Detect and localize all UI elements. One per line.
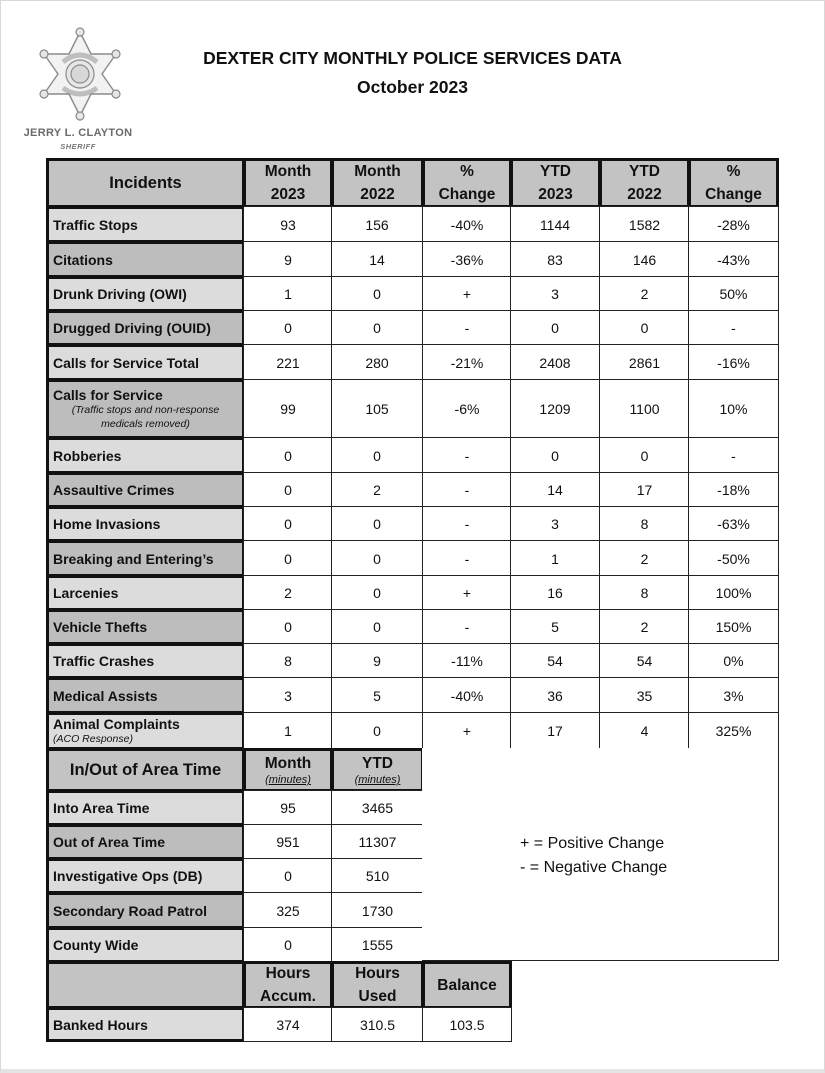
row-label-wrap [53,448,121,464]
row-label-wrap [53,716,180,746]
report-title: DEXTER CITY MONTHLY POLICE SERVICES DATA [203,48,622,68]
cell-ytd-2022: 17 [599,472,690,508]
cell-month-pct-change: - [422,437,512,474]
row-label-into-area [46,790,245,826]
col-header-line1: % [726,163,741,180]
cell-ytd-2023: 3 [510,506,601,542]
row-label-wrap [53,551,214,567]
cell-month-2022: 0 [331,540,424,577]
row-label-wrap [53,482,174,498]
sheriff-title: SHERIFF [60,142,96,151]
cell-ytd-2023: 0 [510,310,601,346]
row-label-investigative-ops [46,858,245,894]
cell-ytd-2022: 2 [599,609,690,645]
cell-ytd-pct-change: 150% [688,609,779,645]
row-label-text: Investigative Ops (DB) [53,868,203,884]
cell-month-2022: 0 [331,712,424,750]
row-label-calls-filtered [46,379,245,439]
report-period: October 2023 [357,77,468,97]
col-header-line2: Accum. [260,988,316,1005]
cell-area-month: 951 [243,824,333,860]
col-header-line1: YTD [629,163,660,180]
row-label-text: Citations [53,251,113,268]
row-label-wrap [53,286,187,302]
cell-area-month: 95 [243,790,333,826]
cell-ytd-pct-change: 0% [688,643,779,679]
cell-ytd-2023: 3 [510,276,601,312]
row-label-text: Robberies [53,447,122,464]
cell-month-pct-change: -40% [422,677,512,714]
col-header-ytd-2023 [510,158,601,208]
cell-month-2022: 0 [331,506,424,542]
cell-ytd-pct-change: 3% [688,677,779,714]
row-label-drugged-driving [46,310,245,346]
cell-month-2022: 14 [331,241,424,278]
col-header-line2: 2022 [360,186,395,203]
row-label-traffic-stops [46,206,245,243]
cell-ytd-2023: 54 [510,643,601,679]
col-header-hours-used [331,961,424,1009]
cell-ytd-2022: 1100 [599,379,690,439]
col-header-line2: Change [438,186,496,203]
col-header-line1: Month [354,163,401,180]
row-label-text: Traffic Crashes [53,653,155,669]
row-label-breaking-entering [46,540,245,577]
cell-area-ytd: 510 [331,858,424,894]
row-label-text: County Wide [53,937,139,953]
cell-month-2022: 0 [331,310,424,346]
cell-month-2022: 0 [331,437,424,474]
cell-ytd-pct-change: -50% [688,540,779,577]
cell-month-2023: 0 [243,540,333,577]
cell-ytd-2022: 1582 [599,206,690,243]
cell-ytd-2023: 1 [510,540,601,577]
cell-month-pct-change: - [422,609,512,645]
row-label-wrap [53,619,147,635]
row-label-wrap [53,653,154,669]
cell-ytd-2022: 4 [599,712,690,750]
cell-month-2022: 280 [331,344,424,381]
cell-month-2022: 0 [331,276,424,312]
banked-hours-header-blank [46,961,245,1009]
col-header-line1: Hours [265,965,311,982]
row-label-wrap [53,585,118,601]
cell-ytd-pct-change: 50% [688,276,779,312]
col-header-line1: YTD [362,755,393,772]
row-label-larcenies [46,575,245,611]
cell-month-2023: 99 [243,379,333,439]
cell-ytd-2023: 2408 [510,344,601,381]
cell-month-pct-change: + [422,712,512,750]
col-header-area-month [243,748,333,792]
cell-month-pct-change: -36% [422,241,512,278]
cell-ytd-pct-change: -43% [688,241,779,278]
row-label-text: Vehicle Thefts [53,619,148,635]
row-label-calls-total [46,344,245,381]
row-label-home-invasions [46,506,245,542]
cell-month-pct-change: + [422,575,512,611]
cell-ytd-pct-change: -28% [688,206,779,243]
row-label-text: Medical Assists [53,687,158,704]
cell-month-2023: 3 [243,677,333,714]
col-header-month-2022 [331,158,424,208]
row-label-wrap [53,387,238,431]
row-label-robberies [46,437,245,474]
row-label-text: Banked Hours [53,1016,148,1033]
row-label-banked-hours [46,1007,245,1042]
row-label-text: Secondary Road Patrol [53,902,208,919]
cell-month-pct-change: + [422,276,512,312]
cell-month-2023: 1 [243,712,333,750]
row-label-text: Home Invasions [53,516,161,532]
cell-ytd-2023: 17 [510,712,601,750]
cell-ytd-2023: 16 [510,575,601,611]
area-time-title: In/Out of Area Time [69,760,222,779]
cell-month-2022: 0 [331,575,424,611]
col-header-month-pct-change [422,158,512,208]
cell-ytd-2022: 0 [599,437,690,474]
col-header-line1: Month [264,755,312,772]
sheriff-name: JERRY L. CLAYTON [23,127,133,139]
row-label-text: Out of Area Time [53,834,166,850]
col-header-unit: (minutes) [265,774,311,786]
cell-ytd-2022: 8 [599,506,690,542]
sheriff-star-badge-icon [30,26,130,122]
legend-positive: + = Positive Change [520,835,665,852]
col-header-line1: YTD [540,163,571,180]
row-label-vehicle-thefts [46,609,245,645]
col-header-line2: Used [358,988,397,1005]
cell-ytd-pct-change: 100% [688,575,779,611]
cell-month-pct-change: -11% [422,643,512,679]
cell-month-2023: 1 [243,276,333,312]
row-label-wrap [53,217,138,233]
cell-balance: 103.5 [422,1007,512,1042]
cell-ytd-2023: 0 [510,437,601,474]
row-label-text: Breaking and Entering’s [53,550,214,567]
cell-month-2023: 0 [243,437,333,474]
cell-month-2023: 0 [243,506,333,542]
cell-month-pct-change: - [422,506,512,542]
cell-ytd-2023: 14 [510,472,601,508]
row-label-wrap [53,252,113,268]
col-header-incidents [46,158,245,208]
col-header-label: Incidents [109,173,182,192]
cell-ytd-2023: 1209 [510,379,601,439]
col-header-line1: Balance [437,976,497,994]
row-label-text: Into Area Time [53,800,150,816]
legend-negative: - = Negative Change [520,859,668,876]
cell-month-2022: 156 [331,206,424,243]
row-label-assaultive-crimes [46,472,245,508]
col-header-balance [422,961,512,1009]
cell-ytd-2022: 54 [599,643,690,679]
cell-area-ytd: 1730 [331,892,424,929]
row-label-text: Drunk Driving (OWI) [53,286,187,302]
cell-month-pct-change: - [422,472,512,508]
row-label-note: (Traffic stops and non-response medicals removed) [71,404,220,430]
col-header-line1: Month [264,163,312,180]
cell-ytd-pct-change: -16% [688,344,779,381]
cell-ytd-2023: 1144 [510,206,601,243]
cell-month-pct-change: -21% [422,344,512,381]
cell-month-2023: 9 [243,241,333,278]
col-header-line2: 2022 [627,186,662,203]
cell-month-2023: 0 [243,472,333,508]
cell-month-2023: 2 [243,575,333,611]
cell-ytd-2022: 2861 [599,344,690,381]
cell-area-month: 325 [243,892,333,929]
cell-ytd-pct-change: 10% [688,379,779,439]
cell-month-2022: 105 [331,379,424,439]
row-label-wrap [53,516,160,532]
cell-ytd-pct-change: 325% [688,712,779,750]
row-label-text: Larcenies [53,585,119,601]
row-label-citations [46,241,245,278]
cell-month-pct-change: - [422,310,512,346]
cell-month-2022: 9 [331,643,424,679]
cell-area-ytd: 1555 [331,927,424,963]
row-label-county-wide [46,927,245,963]
col-header-ytd-2022 [599,158,690,208]
cell-ytd-pct-change: - [688,437,779,474]
row-label-text: Calls for Service Total [53,354,200,371]
row-label-text: Animal Complaints [53,716,180,732]
row-label-medical-assists [46,677,245,714]
cell-month-2023: 0 [243,609,333,645]
cell-month-2023: 8 [243,643,333,679]
col-header-line1: % [460,163,474,180]
area-time-header [46,748,245,792]
row-label-animal-complaints [46,712,245,750]
col-header-line2: 2023 [270,186,306,203]
cell-area-ytd: 3465 [331,790,424,826]
cell-ytd-2023: 36 [510,677,601,714]
cell-month-pct-change: -6% [422,379,512,439]
cell-ytd-2022: 2 [599,276,690,312]
col-header-unit: (minutes) [354,774,401,786]
cell-ytd-pct-change: - [688,310,779,346]
change-legend [520,832,667,880]
col-header-area-ytd [331,748,424,792]
cell-month-pct-change: - [422,540,512,577]
row-label-text: Drugged Driving (OUID) [53,320,211,336]
cell-hours-accum: 374 [243,1007,333,1042]
cell-ytd-2022: 0 [599,310,690,346]
cell-month-2023: 0 [243,310,333,346]
cell-month-2023: 221 [243,344,333,381]
cell-ytd-2022: 146 [599,241,690,278]
row-label-text: Assaultive Crimes [53,482,175,498]
cell-month-2022: 5 [331,677,424,714]
cell-area-month: 0 [243,927,333,963]
cell-ytd-2023: 83 [510,241,601,278]
row-label-secondary-road-patrol [46,892,245,929]
cell-ytd-2022: 2 [599,540,690,577]
cell-ytd-2022: 35 [599,677,690,714]
row-label-text: Traffic Stops [53,216,138,233]
cell-month-2022: 0 [331,609,424,645]
row-label-out-of-area [46,824,245,860]
row-label-drunk-driving [46,276,245,312]
cell-ytd-2023: 5 [510,609,601,645]
col-header-ytd-pct-change [688,158,779,208]
cell-area-ytd: 11307 [331,824,424,860]
row-label-text: Calls for Service [53,387,163,403]
col-header-month-2023 [243,158,333,208]
row-label-wrap [53,688,158,704]
cell-month-2023: 93 [243,206,333,243]
cell-month-2022: 2 [331,472,424,508]
cell-hours-used: 310.5 [331,1007,424,1042]
row-label-wrap [53,320,211,336]
row-label-traffic-crashes [46,643,245,679]
cell-area-month: 0 [243,858,333,894]
row-label-wrap [53,355,199,371]
col-header-hours-accum [243,961,333,1009]
cell-ytd-pct-change: -63% [688,506,779,542]
row-label-note: (ACO Response) [53,733,133,745]
cell-month-pct-change: -40% [422,206,512,243]
cell-ytd-pct-change: -18% [688,472,779,508]
cell-ytd-2022: 8 [599,575,690,611]
col-header-line2: Change [705,186,762,203]
col-header-line1: Hours [355,965,400,982]
col-header-line2: 2023 [538,186,573,203]
